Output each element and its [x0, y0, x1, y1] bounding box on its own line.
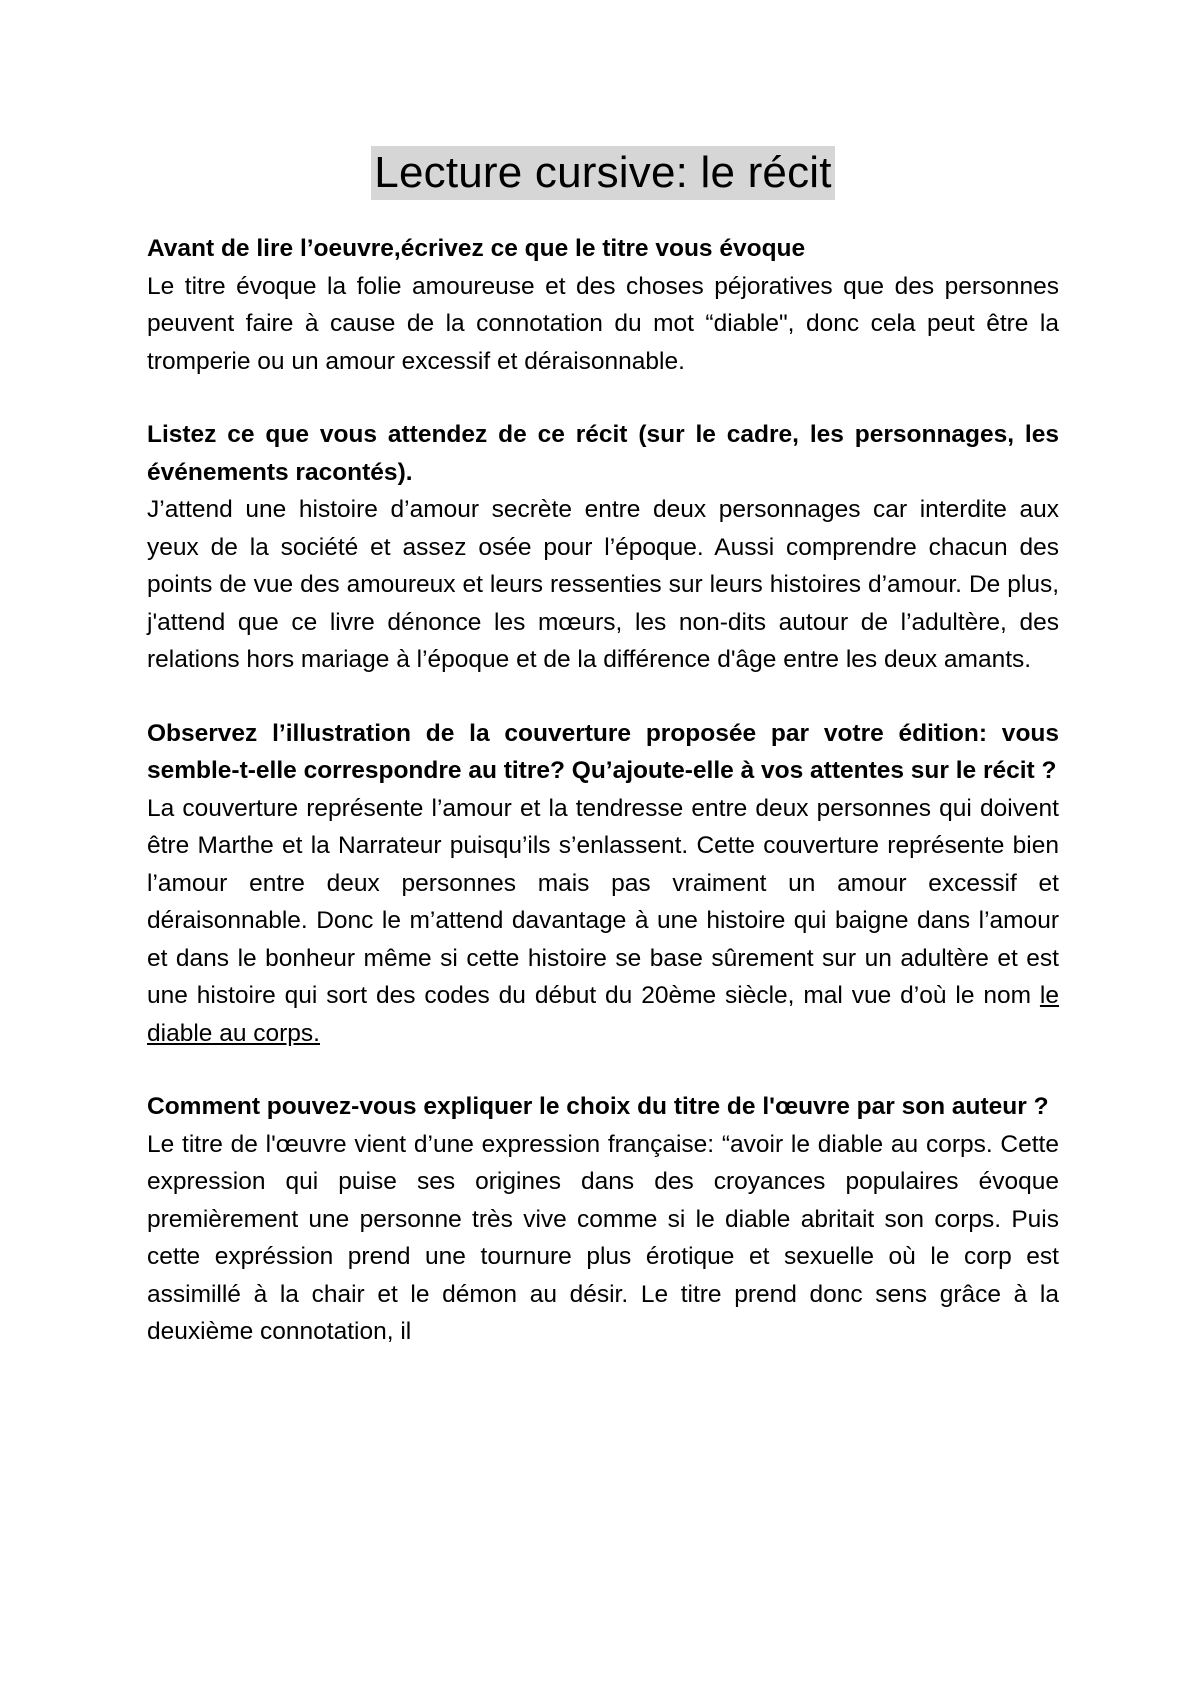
answer-paragraph: Le titre évoque la folie amoureuse et des choses péjoratives que des personnes peuvent faire à cause de la connotation du mot “diable", donc cela peut être la tromperie ou un amour excessif et déraisonnable.	[147, 272, 1059, 375]
spacer	[147, 202, 1059, 230]
spacer	[147, 679, 1059, 715]
section-title-choice	[147, 1088, 1059, 1351]
question-heading: Observez l’illustration de la couverture proposée par votre édition: vous semble-t-elle correspondre au titre? Qu’ajoute-elle à vos attentes sur le récit ?	[147, 719, 1059, 784]
page-title: Lecture cursive: le récit	[371, 146, 834, 200]
section-cover-illustration	[147, 715, 1059, 1053]
answer-text: La couverture représente l’amour et la tendresse entre deux personnes qui doivent être Marthe et la Narrateur puisqu’ils s’enlassent. Cette couverture représente bien l’amour entre deux personnes mais pas vraiment un amour excessif et déraisonnable. Donc le m’attend davantage à une histoire qui baigne dans l’amour et dans le bonheur même si cette histoire se base sûrement sur un adultère et est une histoire qui sort des codes du début du 20ème siècle, mal vue d’où le nom	[147, 794, 1059, 1009]
book-title-underlined: le diable au corps.	[147, 982, 1059, 1047]
question-heading: Avant de lire l’oeuvre,écrivez ce que le titre vous évoque	[147, 235, 806, 262]
question-heading: Listez ce que vous attendez de ce récit (sur le cadre, les personnages, les événements racontés).	[147, 421, 1059, 486]
spacer	[147, 380, 1059, 416]
answer-paragraph: J’attend une histoire d’amour secrète entre deux personnages car interdite aux yeux de la société et assez osée pour l’époque. Aussi comprendre chacun des points de vue des amoureux et leurs ressenties sur leurs histoires d’amour. De plus, j'attend que ce livre dénonce les mœurs, les non-dits autour de l’adultère, des relations hors mariage à l’époque et de la différence d'âge entre les deux amants.	[147, 496, 1059, 673]
answer-paragraph	[147, 790, 1059, 1053]
question-heading: Comment pouvez-vous expliquer le choix du titre de l'œuvre par son auteur ?	[147, 1093, 1049, 1120]
answer-paragraph: Le titre de l'œuvre vient d’une expression française: “avoir le diable au corps. Cette expression qui puise ses origines dans des croyances populaires évoque premièrement une personne très vive comme si le diable abritait son corps. Puis cette expréssion prend une tournure plus érotique et sexuelle où le corp est assimillé à la chair et le démon au désir. Le titre prend donc sens grâce à la deuxième connotation, il	[147, 1130, 1059, 1345]
spacer	[147, 1052, 1059, 1088]
document-page	[147, 0, 1059, 1351]
section-title-evocation	[147, 230, 1059, 380]
section-expectations	[147, 416, 1059, 679]
title-wrapper	[147, 146, 1059, 202]
